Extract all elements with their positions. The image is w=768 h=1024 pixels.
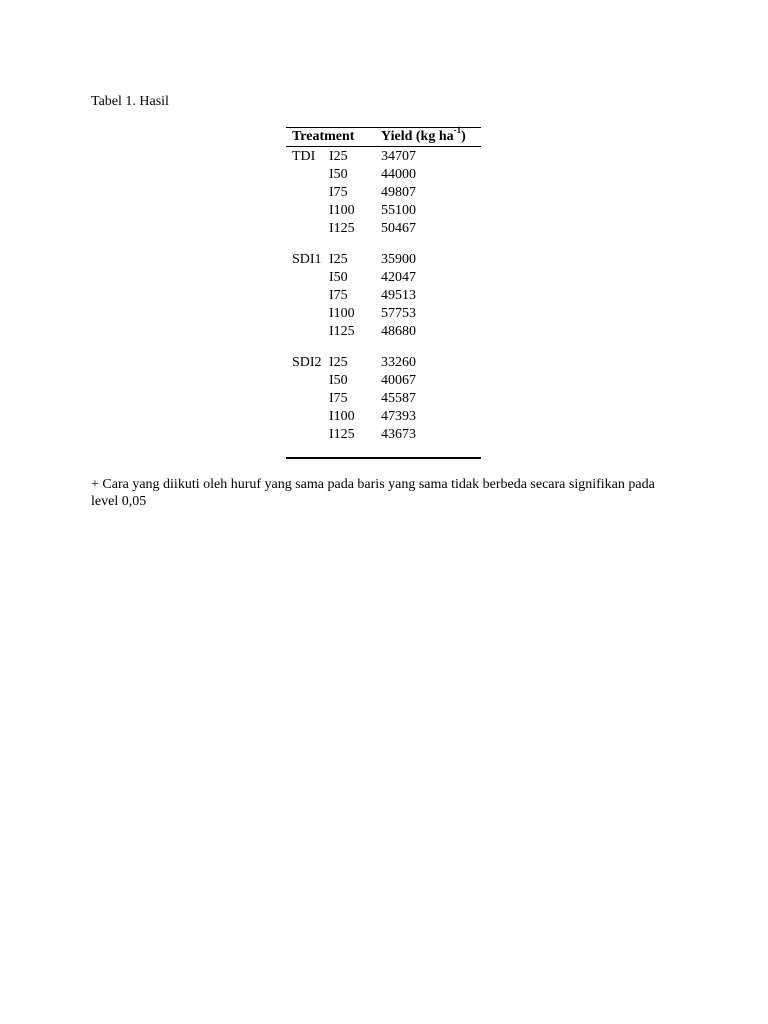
- table-row: [286, 166, 481, 184]
- header-yield-text: Yield (kg ha: [381, 129, 454, 144]
- level-cell: I50: [329, 373, 348, 388]
- table-row: [286, 184, 481, 202]
- table-footnote: + Cara yang diikuti oleh huruf yang sama pada baris yang sama tidak berbeda secara signifikan pada level 0,05: [91, 477, 655, 509]
- table-header-rule: [286, 146, 481, 147]
- yield-cell: 40067: [381, 373, 416, 388]
- level-cell: I75: [329, 288, 348, 303]
- group-label-empty: [286, 202, 329, 220]
- table-row: [286, 305, 481, 323]
- yield-cell: 42047: [381, 270, 416, 285]
- yield-cell: 48680: [381, 324, 416, 339]
- table-row: [286, 323, 481, 341]
- group-label-empty: [286, 390, 329, 408]
- group-label-empty: [286, 166, 329, 184]
- table-row: [286, 269, 481, 287]
- table-row: [286, 148, 481, 166]
- level-cell: I25: [329, 355, 348, 370]
- table-row: [286, 287, 481, 305]
- yield-cell: 49513: [381, 288, 416, 303]
- table-row: [286, 220, 481, 238]
- yield-table: [286, 127, 481, 459]
- group-label-empty: [286, 305, 329, 323]
- level-cell: I75: [329, 391, 348, 406]
- yield-cell: 49807: [381, 185, 416, 200]
- level-cell: I125: [329, 324, 355, 339]
- level-cell: I125: [329, 221, 355, 236]
- table-row: [286, 426, 481, 444]
- table-row: [286, 354, 481, 372]
- group-label-empty: [286, 269, 329, 287]
- table-row: [286, 408, 481, 426]
- yield-cell: 35900: [381, 252, 416, 267]
- group-label-empty: [286, 184, 329, 202]
- treatment-group-tdi: [286, 148, 481, 238]
- level-cell: I125: [329, 427, 355, 442]
- group-label-empty: [286, 426, 329, 444]
- group-label: TDI: [292, 149, 316, 164]
- group-label-empty: [286, 287, 329, 305]
- header-treatment: Treatment: [292, 129, 355, 144]
- table-row: [286, 251, 481, 269]
- table-caption: Tabel 1. Hasil: [91, 94, 169, 109]
- yield-cell: 50467: [381, 221, 416, 236]
- yield-cell: 55100: [381, 203, 416, 218]
- header-yield: [381, 125, 481, 146]
- table-row: [286, 390, 481, 408]
- level-cell: I25: [329, 252, 348, 267]
- group-label: SDI2: [292, 355, 322, 370]
- level-cell: I100: [329, 203, 355, 218]
- yield-cell: 33260: [381, 355, 416, 370]
- table-row: [286, 202, 481, 220]
- group-label-empty: [286, 220, 329, 238]
- level-cell: I50: [329, 167, 348, 182]
- header-yield-superscript: -1: [453, 125, 462, 136]
- table-header-row: [286, 125, 481, 146]
- treatment-group-sdi2: [286, 354, 481, 444]
- group-label-empty: [286, 408, 329, 426]
- level-cell: I50: [329, 270, 348, 285]
- yield-cell: 45587: [381, 391, 416, 406]
- level-cell: I100: [329, 306, 355, 321]
- table-bottom-rule: [286, 457, 481, 459]
- yield-cell: 44000: [381, 167, 416, 182]
- yield-cell: 47393: [381, 409, 416, 424]
- header-yield-close: ): [461, 129, 466, 144]
- yield-cell: 34707: [381, 149, 416, 164]
- group-label-empty: [286, 372, 329, 390]
- yield-cell: 43673: [381, 427, 416, 442]
- level-cell: I75: [329, 185, 348, 200]
- level-cell: I25: [329, 149, 348, 164]
- group-label-empty: [286, 323, 329, 341]
- treatment-group-sdi1: [286, 251, 481, 341]
- table-row: [286, 372, 481, 390]
- level-cell: I100: [329, 409, 355, 424]
- yield-cell: 57753: [381, 306, 416, 321]
- group-label: SDI1: [292, 252, 322, 267]
